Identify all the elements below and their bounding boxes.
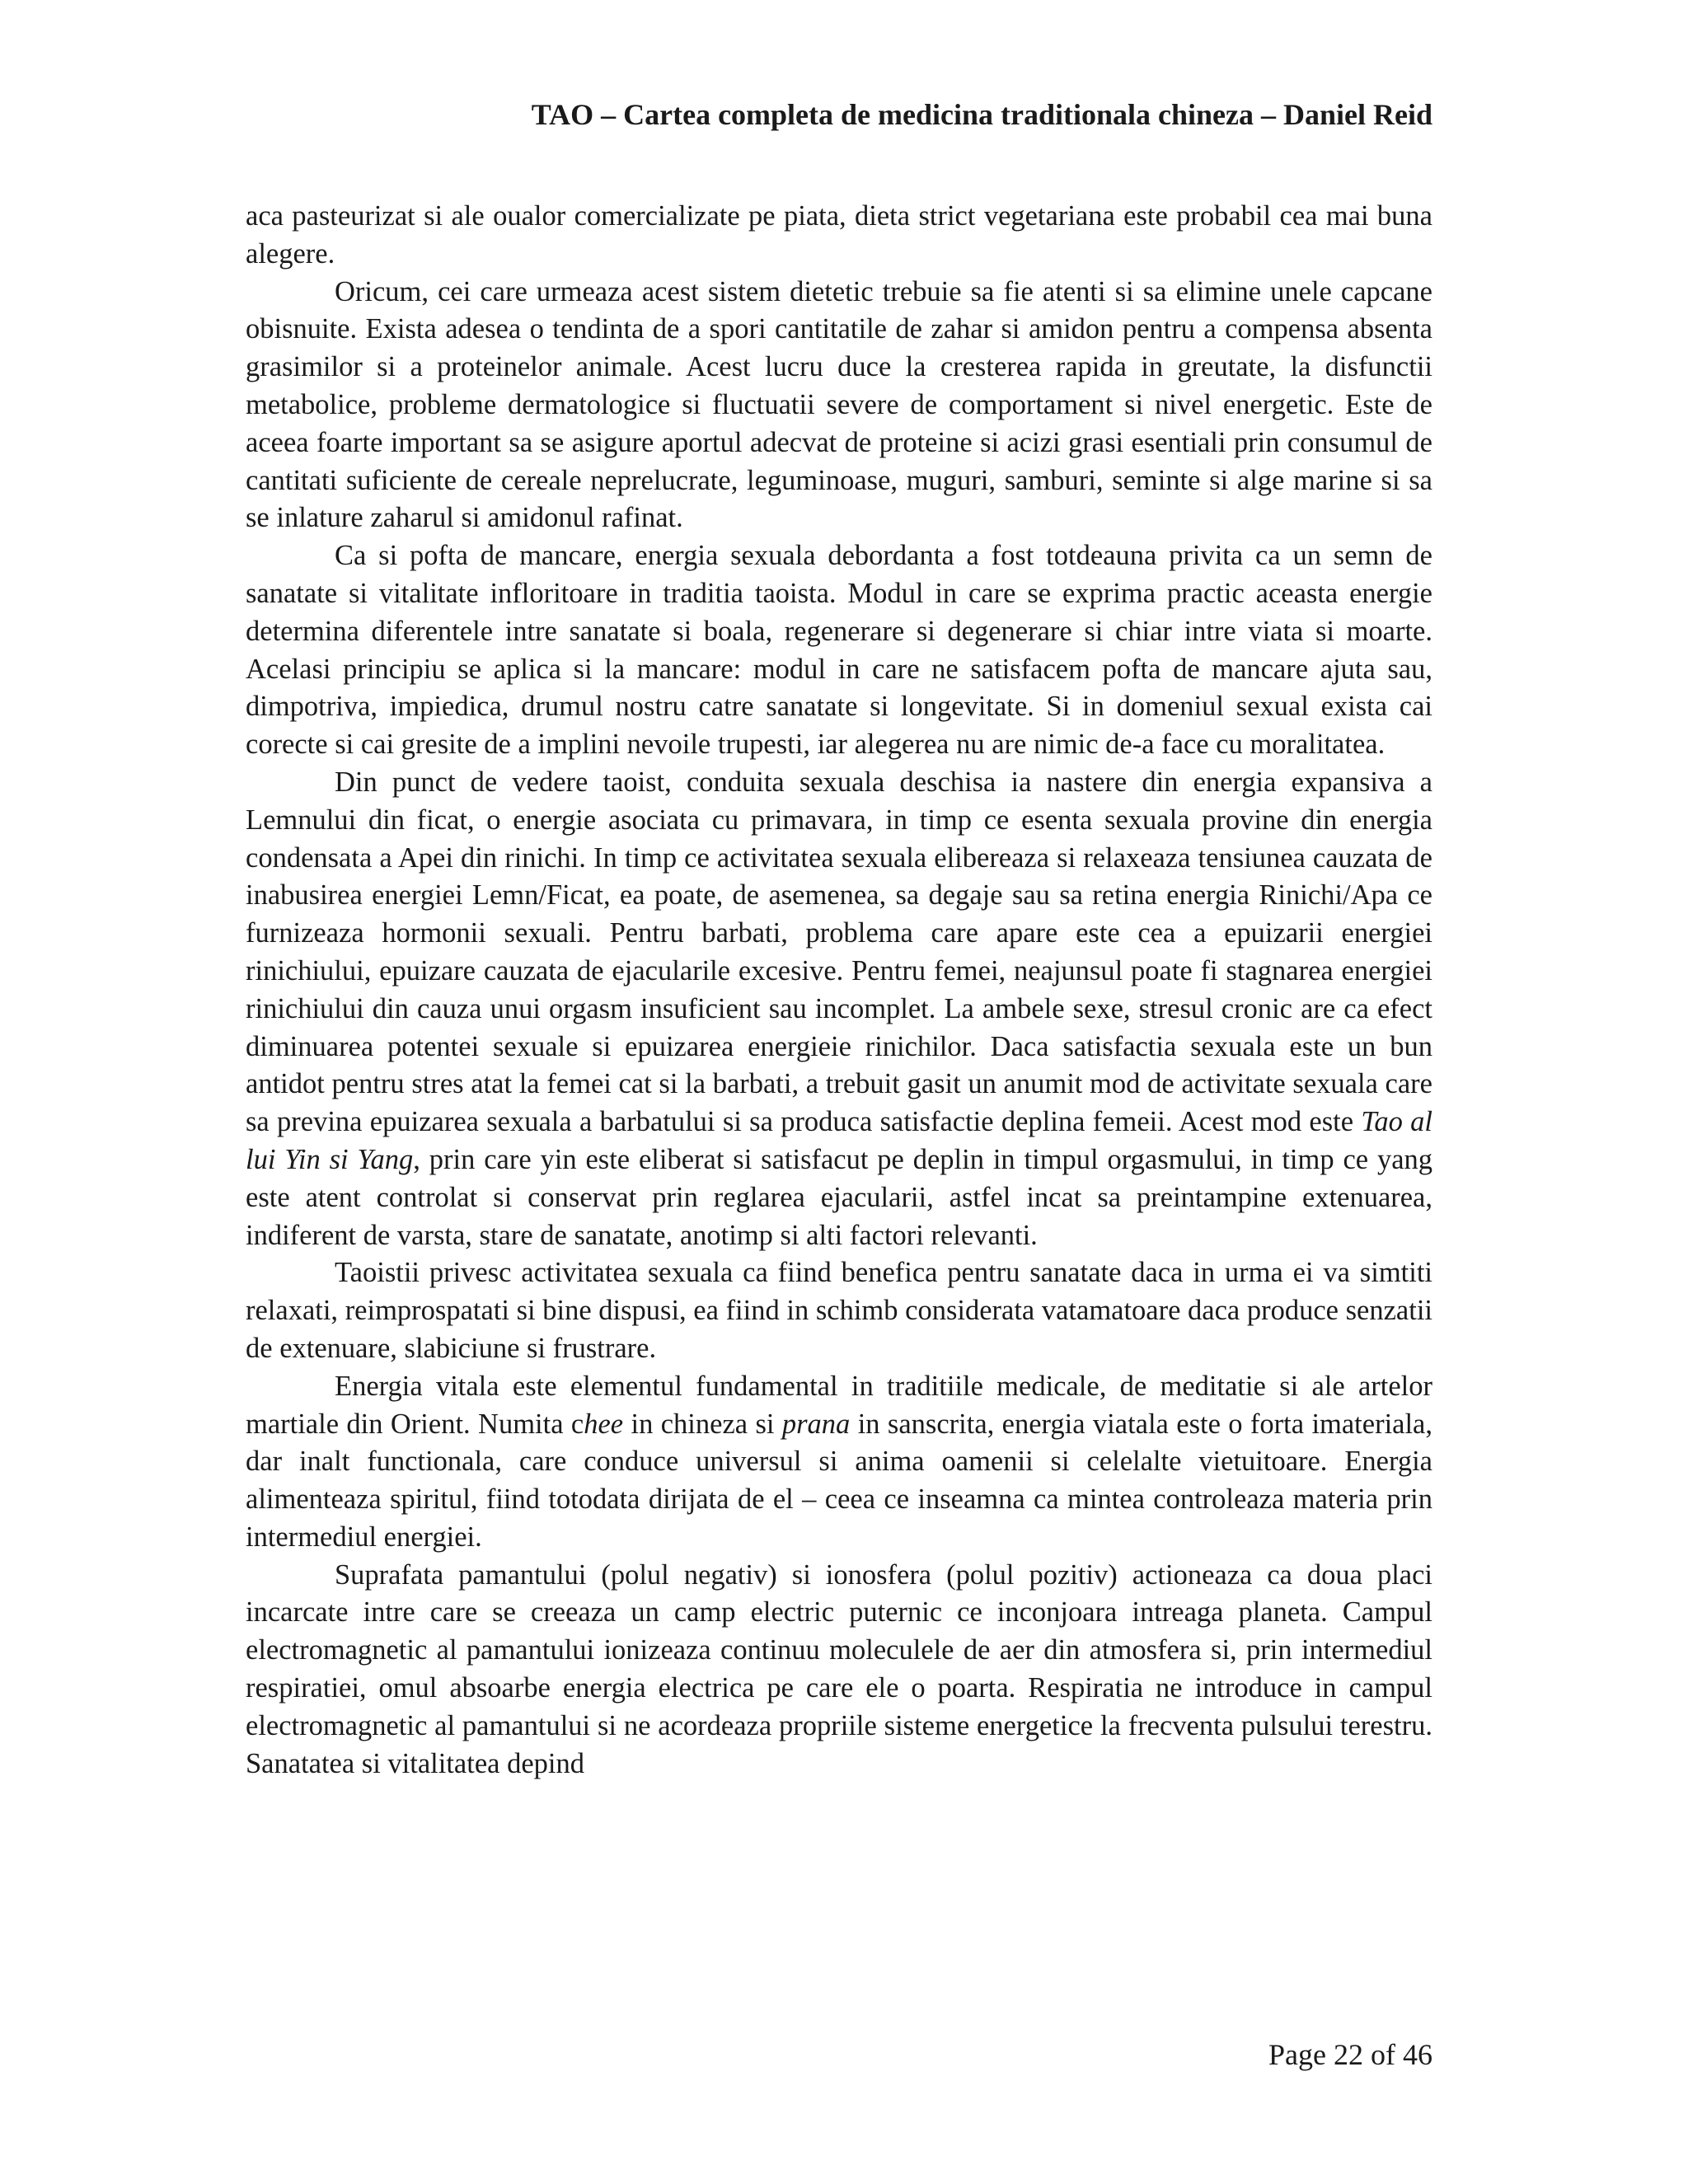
page-number: Page 22 of 46 — [1268, 2038, 1432, 2071]
paragraph-text: in chineza si — [623, 1408, 782, 1440]
paragraph: Taoistii privesc activitatea sexuala ca fiind benefica pentru sanatate daca in urma ei va simtiti relaxati, reimprospatati si bine dispusi, ea fiind in schimb considerata vatamatoare daca produce senzatii de extenuare, slabiciune si frustrare. — [246, 1257, 1432, 1364]
paragraph: Ca si pofta de mancare, energia sexuala debordanta a fost totdeauna privita ca un semn de sanatate si vitalitate infloritoare in traditia taoista. Modul in care se exprima practic aceasta energie determina diferentele intre sanatate si boala, regenerare si degenerare si chiar intre viata si moarte. Acelasi principiu se aplica si la mancare: modul in care ne satisfacem pofta de mancare ajuta sau, dimpotriva, impiedica, drumul nostru catre sanatate si longevitate. Si in domeniul sexual exista cai corecte si cai gresite de a implini nevoile trupesti, iar alegerea nu are nimic de-a face cu moralitatea. — [246, 540, 1432, 761]
paragraph — [246, 764, 1432, 1254]
paragraph-text: Din punct de vedere taoist, conduita sexuala deschisa ia nastere din energia expansiva a Lemnului din ficat, o energie asociata cu primavara, in timp ce esenta sexuala provine din energia condensata a Apei din rinichi. In timp ce activitatea sexuala elibereaza si relaxeaza tensiunea cauzata de inabusirea energiei Lemn/Ficat, ea poate, de asemenea, sa degaje sau sa retina energia Rinichi/Apa ce furnizeaza hormonii sexuali. Pentru barbati, problema care apare este cea a epuizarii energiei rinichiului, epuizare cauzata de ejacularile excesive. Pentru femei, neajunsul poate fi stagnarea energiei rinichiului din cauza unui orgasm insuficient sau incomplet. La ambele sexe, stresul cronic are ca efect diminuarea potentei sexuale si epuizarea energieie rinichilor. Daca satisfactia sexuala este un bun antidot pentru stres atat la femei cat si la barbati, a trebuit gasit un anumit mod de activitate sexuala care sa previna epuizarea sexuala a barbatului si sa produca satisfactie deplina femeii. Acest mod este — [246, 766, 1432, 1138]
paragraph-continued: aca pasteurizat si ale oualor comercializate pe piata, dieta strict vegetariana este probabil cea mai buna alegere. — [246, 200, 1432, 269]
paragraph — [246, 1368, 1432, 1557]
italic-term: prana — [781, 1408, 851, 1440]
italic-term: hee — [584, 1408, 624, 1440]
paragraph: Oricum, cei care urmeaza acest sistem dietetic trebuie sa fie atenti si sa elimine unele capcane obisnuite. Exista adesea o tendinta de a spori cantitatile de zahar si amidon pentru a compensa absenta grasimilor si a proteinelor animale. Acest lucru duce la cresterea rapida in greutate, la disfunctii metabolice, probleme dermatologice si fluctuatii severe de comportament si nivel energetic. Este de aceea foarte important sa se asigure aportul adecvat de proteine si acizi grasi esentiali prin consumul de cantitati suficiente de cereale neprelucrate, leguminoase, muguri, samburi, seminte si alge marine si sa se inlature zaharul si amidonul rafinat. — [246, 275, 1432, 534]
paragraph: Suprafata pamantului (polul negativ) si ionosfera (polul pozitiv) actioneaza ca doua placi incarcate intre care se creeaza un camp electric puternic ce inconjoara intreaga planeta. Campul electromagnetic al pamantului ionizeaza continuu moleculele de aer din atmosfera si, prin intermediul respiratiei, omul absoarbe energia electrica pe care ele o poarta. Respiratia ne introduce in campul electromagnetic al pamantului si ne acordeaza propriile sisteme energetice la frecventa pulsului terestru. Sanatatea si vitalitatea depind — [246, 1558, 1432, 1779]
paragraph-text: Energia vitala este elementul fundamental in traditiile medicale, de meditatie si ale artelor martiale din Orient. Numita c — [246, 1370, 1432, 1440]
italic-term: Tao al lui Yin si Yang — [246, 1106, 1432, 1175]
body-text — [246, 198, 1432, 1783]
running-header: TAO – Cartea completa de medicina traditionala chineza – Daniel Reid — [531, 98, 1432, 131]
paragraph-text: in sanscrita, energia viatala este o forta imateriala, dar inalt functionala, care conduce universul si anima oamenii si celelalte vietuitoare. Energia alimenteaza spiritul, fiind totodata dirijata de el – ceea ce inseamna ca mintea controleaza materia prin intermediul energiei. — [246, 1408, 1432, 1553]
paragraph-text: , prin care yin este eliberat si satisfacut pe deplin in timpul orgasmului, in timp ce yang este atent controlat si conservat prin reglarea ejacularii, astfel incat sa preintampine extenuarea, indiferent de varsta, stare de sanatate, anotimp si alti factori relevanti. — [246, 1143, 1433, 1251]
